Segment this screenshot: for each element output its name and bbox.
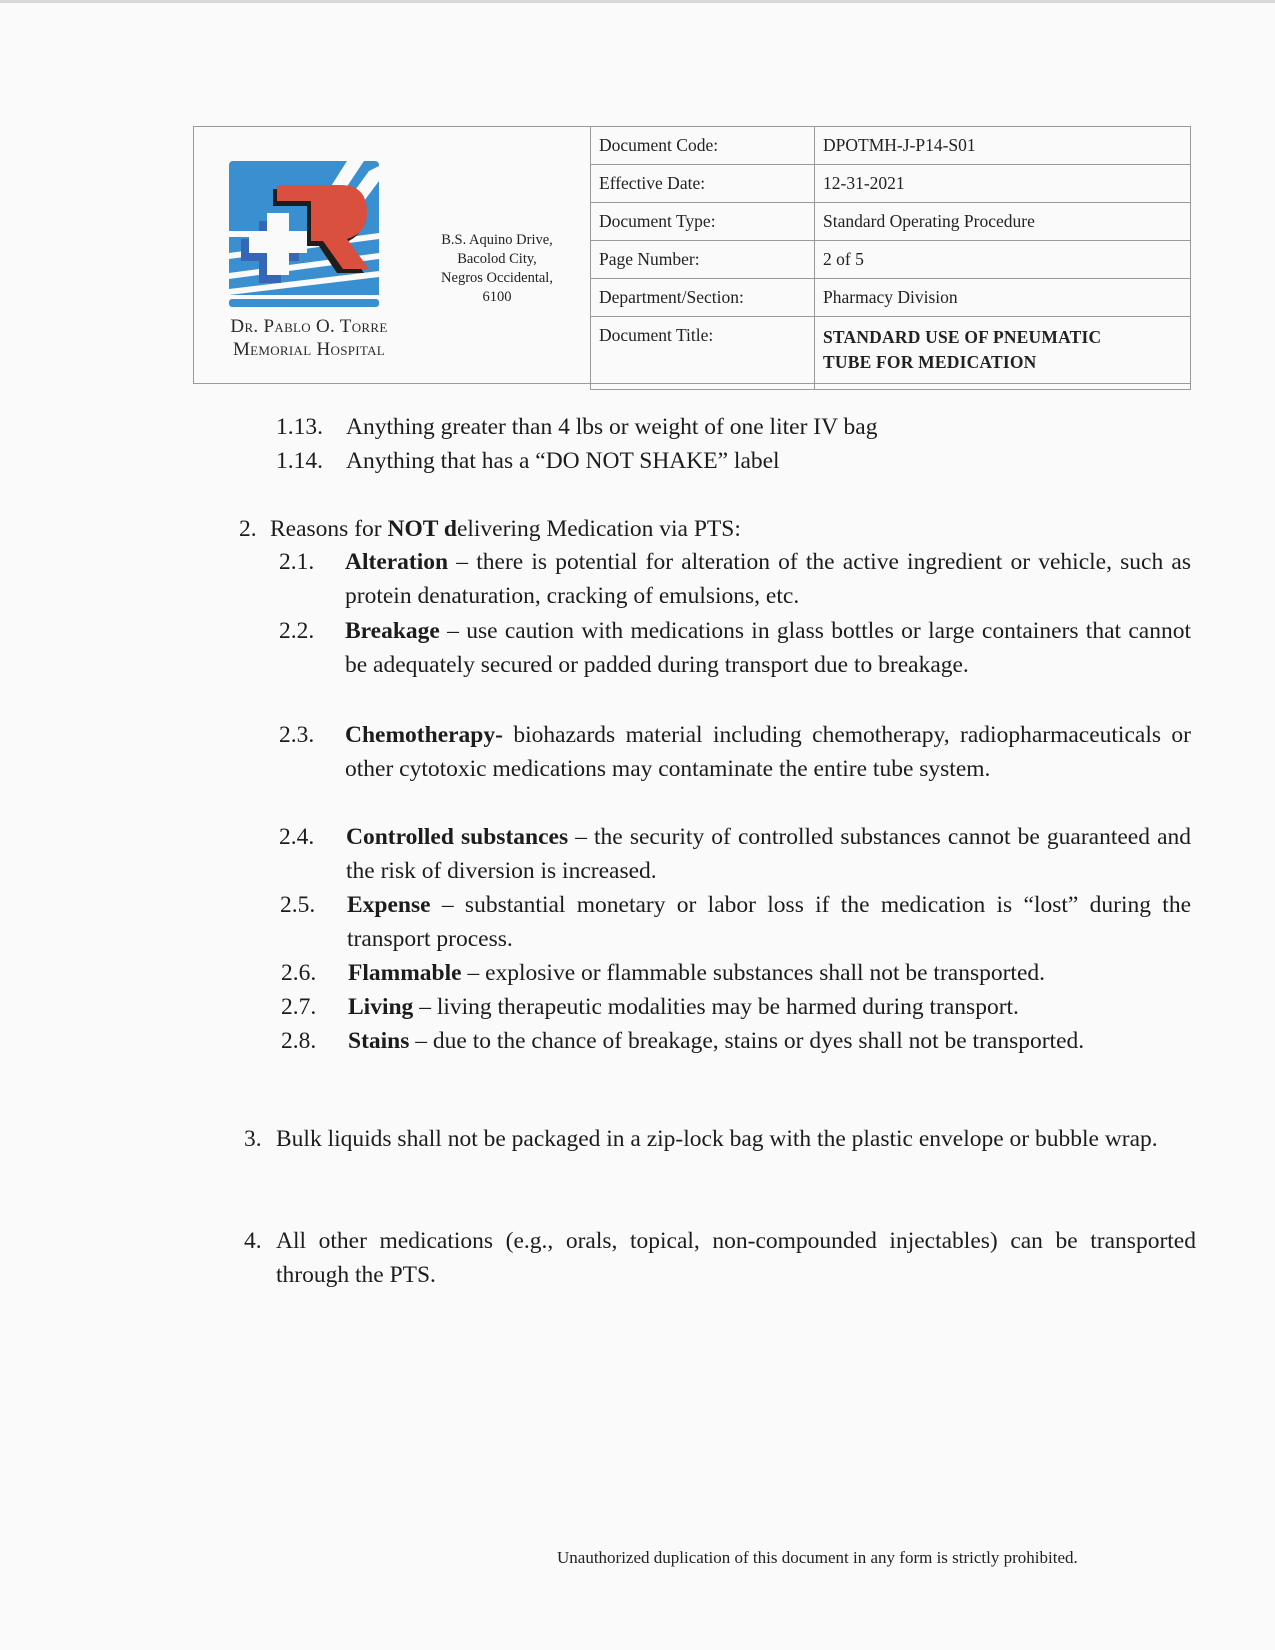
item-number: 1.14.: [276, 448, 323, 474]
meta-row-document-code: [591, 127, 1191, 165]
reason-term: Expense: [347, 892, 431, 918]
hospital-logo-icon: [229, 161, 384, 311]
reason-term: Breakage: [345, 618, 440, 644]
reason-text: – substantial monetary or labor loss if the medication is “lost” during the transport process.: [347, 892, 1191, 952]
reason-term: Controlled substances: [346, 824, 569, 850]
address-line: B.S. Aquino Drive,: [441, 232, 553, 248]
logo-cell: [194, 127, 591, 383]
meta-value: DPOTMH-J-P14-S01: [815, 127, 1191, 165]
section-number: 2.: [239, 516, 257, 542]
meta-label: Department/Section:: [591, 279, 815, 317]
reason-text: – the security of controlled substances cannot be guaranteed and the risk of diversion is increased.: [346, 824, 1191, 884]
item-number: 2.8.: [281, 1028, 317, 1054]
meta-row-department: [591, 279, 1191, 317]
item-number: 2.4.: [279, 824, 315, 850]
document-title-line2: TUBE FOR MEDICATION: [823, 352, 1037, 372]
hospital-name-line1: Dr. Pablo O. Torre: [230, 316, 388, 337]
instruction-item: Bulk liquids shall not be packaged in a zip-lock bag with the plastic envelope or bubble wrap.: [276, 1126, 1158, 1152]
reason-text: biohazards material including chemotherapy, radiopharmaceuticals or other cytotoxic medications may contaminate the entire tube system.: [345, 722, 1191, 782]
item-number: 1.13.: [276, 414, 323, 440]
item-number: 2.3.: [279, 722, 315, 748]
address-line: Bacolod City,: [457, 251, 537, 267]
reason-term: Alteration: [345, 549, 449, 575]
reason-text: – living therapeutic modalities may be harmed during transport.: [413, 994, 1019, 1020]
hospital-name: [204, 315, 414, 361]
meta-value: Standard Operating Procedure: [815, 203, 1191, 241]
meta-label: Page Number:: [591, 241, 815, 279]
item-number: 2.5.: [280, 892, 316, 918]
item-number: 2.2.: [279, 618, 315, 644]
reason-text: – use caution with medications in glass bottles or large containers that cannot be adequately secured or padded during transport due to breakage.: [345, 618, 1191, 678]
heading-text: elivering Medication via PTS:: [456, 516, 741, 542]
reason-term: Chemotherapy-: [345, 722, 503, 748]
reason-item: [346, 820, 1191, 888]
scan-edge: [0, 0, 1275, 3]
reason-term: Flammable: [348, 960, 462, 986]
address-line: Negros Occidental,: [441, 270, 553, 286]
hospital-address: [422, 231, 572, 307]
document-title-value: [815, 317, 1191, 390]
item-number: 3.: [244, 1126, 262, 1152]
reason-text: – there is potential for alteration of the active ingredient or vehicle, such as protein denaturation, cracking of emulsions, etc.: [345, 549, 1191, 609]
section-heading: [270, 514, 741, 544]
reason-item: [345, 545, 1191, 613]
reason-text: – explosive or flammable substances shall not be transported.: [461, 960, 1046, 986]
document-metadata-table: [590, 126, 1191, 390]
document-title-line1: STANDARD USE OF PNEUMATIC: [823, 327, 1102, 347]
hospital-name-line2: Memorial Hospital: [232, 339, 386, 360]
reason-term: Living: [348, 994, 414, 1020]
meta-value: 2 of 5: [815, 241, 1191, 279]
meta-row-page-number: [591, 241, 1191, 279]
meta-label: Effective Date:: [591, 165, 815, 203]
footer-notice: Unauthorized duplication of this document in any form is strictly prohibited.: [557, 1548, 1078, 1567]
item-number: 2.6.: [281, 960, 317, 986]
item-text: Anything that has a “DO NOT SHAKE” label: [346, 448, 780, 474]
item-number: 4.: [244, 1228, 262, 1254]
reason-item: [347, 888, 1191, 956]
item-text: Anything greater than 4 lbs or weight of one liter IV bag: [346, 414, 878, 440]
reason-item: [345, 718, 1191, 786]
meta-label: Document Code:: [591, 127, 815, 165]
meta-row-document-title: [591, 317, 1191, 390]
address-line: 6100: [482, 289, 512, 305]
reason-term: Stains: [348, 1028, 410, 1054]
document-header: [193, 126, 1191, 384]
reason-item: [348, 956, 1191, 990]
meta-label: Document Title:: [591, 317, 815, 390]
item-number: 2.1.: [279, 549, 315, 575]
meta-row-effective-date: [591, 165, 1191, 203]
meta-value: Pharmacy Division: [815, 279, 1191, 317]
reason-item: [345, 614, 1191, 682]
instruction-item: All other medications (e.g., orals, topical, non-compounded injectables) can be transported through the PTS.: [276, 1228, 1196, 1288]
heading-text: Reasons for: [270, 516, 388, 542]
reason-item: [348, 1024, 1191, 1058]
reason-text: – due to the chance of breakage, stains or dyes shall not be transported.: [409, 1028, 1085, 1054]
heading-bold: NOT d: [387, 516, 457, 542]
item-number: 2.7.: [281, 994, 317, 1020]
meta-value: 12-31-2021: [815, 165, 1191, 203]
meta-row-document-type: [591, 203, 1191, 241]
reason-item: [348, 990, 1191, 1024]
meta-label: Document Type:: [591, 203, 815, 241]
